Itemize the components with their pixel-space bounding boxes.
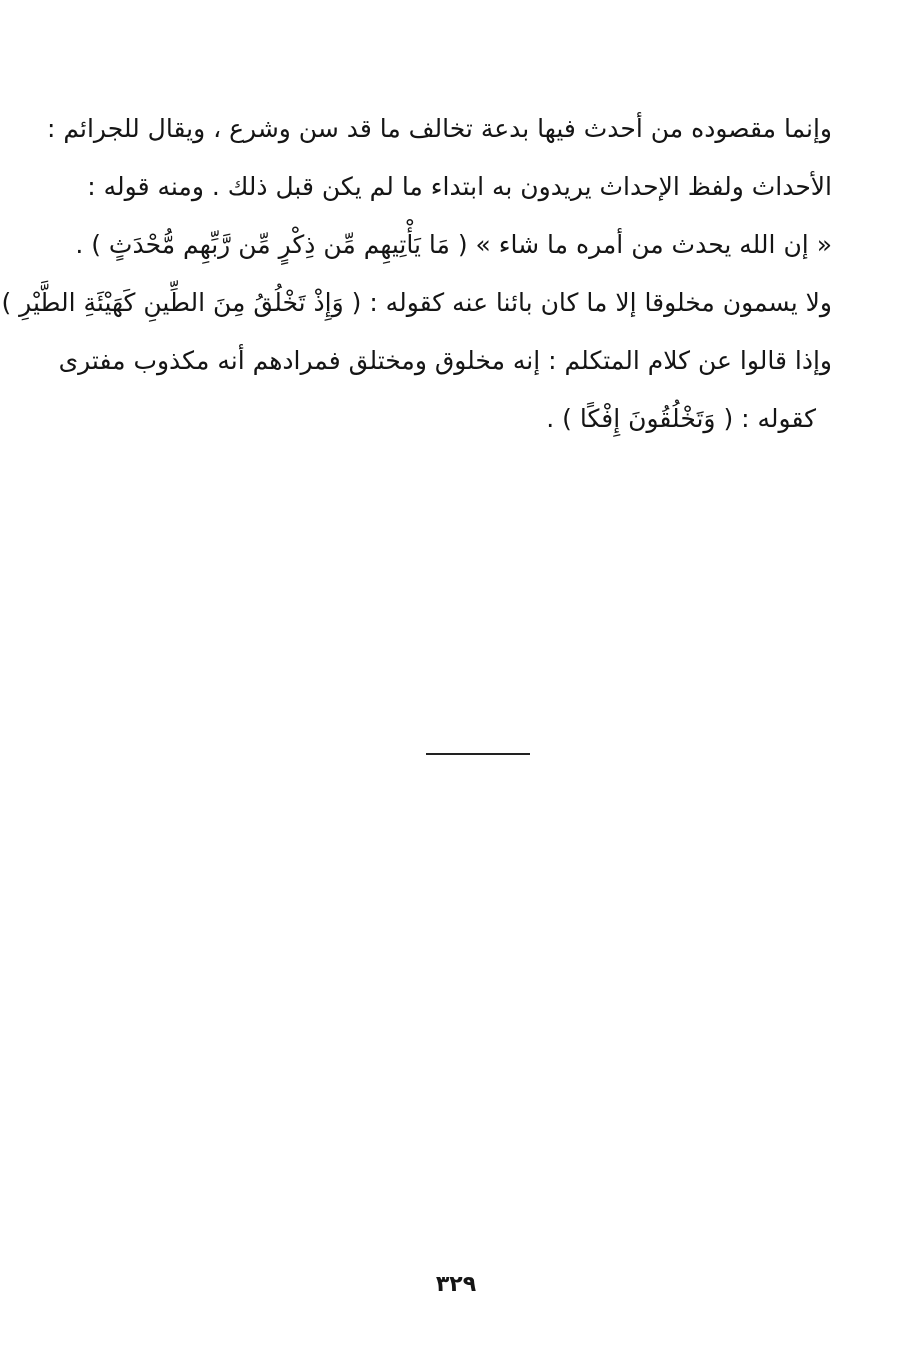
text-line: وإذا قالوا عن كلام المتكلم : إنه مخلوق ومختلق فمرادهم أنه مكذوب مفترى [58, 346, 832, 375]
page-number: ٣٢٩ [435, 1272, 477, 1297]
text-line: وإنما مقصوده من أحدث فيها بدعة تخالف ما قد سن وشرع ، ويقال للجرائم : [47, 114, 832, 143]
text-line: الأحداث ولفظ الإحداث يريدون به ابتداء ما لم يكن قبل ذلك . ومنه قوله : [87, 172, 832, 201]
text-line: كقوله : ( وَتَخْلُقُونَ إِفْكًا ) . [546, 404, 816, 433]
text-line: « إن الله يحدث من أمره ما شاء » ( مَا يَأْتِيهِم مِّن ذِكْرٍ مِّن رَّبِّهِم مُّحْدَثٍ ) . [75, 230, 832, 259]
text-line: ولا يسمون مخلوقا إلا ما كان بائنا عنه كقوله : ( وَإِذْ تَخْلُقُ مِنَ الطِّينِ كَهَيْئَةِ الطَّيْرِ ) [1, 288, 832, 317]
section-divider [426, 753, 530, 755]
body-text [1, 100, 832, 448]
